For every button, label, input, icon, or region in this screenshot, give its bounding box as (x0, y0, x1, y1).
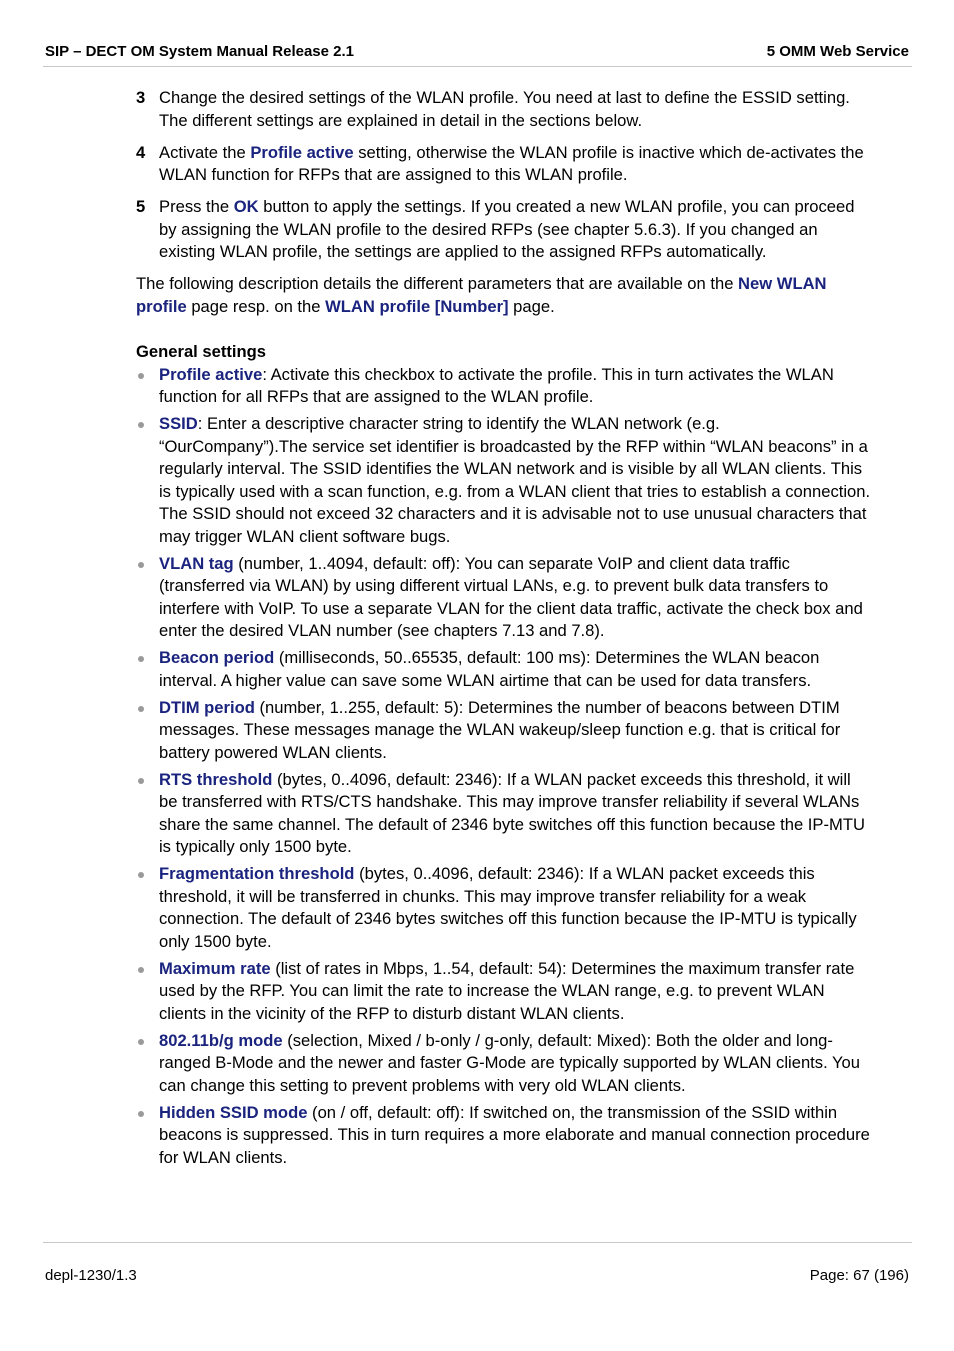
bullet-ssid (136, 413, 871, 548)
bullet-dot-icon (138, 1111, 144, 1117)
bullet-dot-icon (138, 373, 144, 379)
bullet-text: (on / off, default: off): If switched on, the transmission of the SSID within beacons is suppressed. This in turn requires a more elaborate and manual connection procedure for WLAN clients. (159, 1102, 870, 1167)
step-4 (136, 142, 871, 187)
bullet-text: (number, 1..255, default: 5): Determines the number of beacons between DTIM messages. These messages manage the WLAN wakeup/sleep function e.g. that is critical for battery powered WLAN clients. (159, 697, 841, 762)
step-number: 4 (136, 142, 146, 162)
bullet-term: DTIM period (159, 697, 255, 717)
step-text: setting, otherwise the WLAN profile is inactive which de-activates the WLAN function for RFPs that are assigned to this WLAN profile. (159, 142, 864, 184)
bullet-dot-icon (138, 967, 144, 973)
bullet-maximum-rate (136, 958, 871, 1026)
step-text: Change the desired settings of the WLAN profile. You need at last to define the ESSID setting. The different settings are explained in detail in the sections below. (159, 88, 850, 130)
page-number: Page: 67 (196) (809, 1267, 909, 1284)
header-divider (43, 66, 912, 67)
step-5 (136, 196, 871, 264)
bullet-term: Hidden SSID mode (159, 1102, 308, 1122)
bullet-dot-icon (138, 422, 144, 428)
bullet-profile-active (136, 364, 871, 409)
bullet-dot-icon (138, 778, 144, 784)
page-content (136, 87, 871, 1174)
page-header (45, 42, 909, 62)
bullet-term: VLAN tag (159, 553, 234, 573)
bullet-text: (bytes, 0..4096, default: 2346): If a WLAN packet exceeds this threshold, it will be transferred in chunks. This may improve transfer reliability for a weak connection. The default of 2346 bytes switches off this function because the IP-MTU is typically only 1500 byte. (159, 864, 857, 951)
page-footer (45, 1266, 909, 1286)
term-new-wlan-profile: New WLAN profile (136, 274, 827, 316)
footer-divider (43, 1242, 912, 1243)
bullet-dot-icon (138, 1039, 144, 1045)
step-text: Press the (159, 197, 234, 216)
step-term-ok: OK (233, 197, 259, 216)
bullet-term: 802.11b/g mode (159, 1030, 283, 1050)
bullet-80211bg-mode (136, 1030, 871, 1098)
step-3 (136, 87, 871, 132)
bullet-term: Beacon period (159, 648, 275, 667)
step-text: button to apply the settings. If you created a new WLAN profile, you can proceed by assigning the WLAN profile to the desired RFPs (see chapter 5.6.3). If you changed an existing WLAN profile, the settings are applied to the assigned RFPs automatically. (159, 197, 855, 261)
bullet-hidden-ssid-mode (136, 1102, 871, 1170)
header-title: SIP – DECT OM System Manual Release 2.1 (45, 43, 355, 60)
bullet-rts-threshold (136, 769, 871, 859)
description-paragraph (136, 273, 871, 318)
bullet-term: Profile active (159, 364, 263, 384)
bullet-dtim-period (136, 697, 871, 765)
bullet-term: Maximum rate (159, 958, 271, 978)
bullet-term: Fragmentation threshold (159, 864, 355, 883)
bullet-term: RTS threshold (159, 769, 273, 789)
bullet-fragmentation-threshold (136, 863, 871, 953)
bullet-term: SSID (159, 414, 198, 433)
document-id: depl-1230/1.3 (45, 1267, 137, 1284)
description-text: page resp. on the (186, 296, 326, 316)
bullet-text: (list of rates in Mbps, 1..54, default: 54): Determines the maximum transfer rate used by the RFP. You can limit the rate to increase the WLAN range, e.g. to prevent WLAN clients in the vicinity of the RFP to disturb distant WLAN clients. (159, 958, 855, 1023)
bullet-dot-icon (138, 872, 144, 878)
step-term-profile-active: Profile active (250, 142, 354, 162)
bullet-text: (bytes, 0..4096, default: 2346): If a WLAN packet exceeds this threshold, it will be transferred with RTS/CTS handshake. This may improve transfer reliability if several WLANs share the same channel. The default of 2346 byte switches off this function because the IP-MTU is typically only 1500 byte. (159, 769, 865, 856)
bullet-text: : Enter a descriptive character string to identify the WLAN network (e.g. “OurCompany”).The service set identifier is broadcasted by the RFP within “WLAN beacons” in a regularly interval. The SSID identifies the WLAN network and is visible by all WLAN clients. This is typically used with a scan function, e.g. from a WLAN client that tries to establish a connection. The SSID should not exceed 32 characters and it is advisable not to use unusual characters that may trigger WLAN client software bugs. (159, 414, 871, 546)
bullet-beacon-period (136, 647, 871, 692)
step-text: Activate the (159, 142, 251, 162)
step-number: 3 (136, 88, 146, 107)
bullet-text: : Activate this checkbox to activate the profile. This in turn activates the WLAN function for all RFPs that are assigned to the WLAN profile. (159, 364, 834, 406)
bullet-text: (selection, Mixed / b-only / g-only, default: Mixed): Both the older and long-ranged B-Mode and the newer and faster G-Mode are typically supported by WLAN clients. You can change this setting to prevent problems with very old WLAN clients. (159, 1030, 861, 1095)
header-section: 5 OMM Web Service (766, 43, 909, 60)
bullet-text: (number, 1..4094, default: off): You can separate VoIP and client data traffic (transferred via WLAN) by using different virtual LANs, e.g. to prevent bulk data transfers to interfere with VoIP. To use a separate VLAN for the client data traffic, activate the check box and enter the desired VLAN number (see chapters 7.13 and 7.8). (159, 553, 863, 640)
bullet-dot-icon (138, 656, 144, 662)
term-wlan-profile-number: WLAN profile [Number] (325, 296, 509, 316)
bullet-dot-icon (138, 706, 144, 712)
bullet-text: (milliseconds, 50..65535, default: 100 ms): Determines the WLAN beacon interval. A higher value can save some WLAN airtime that can be used for data transfers. (159, 648, 820, 690)
step-number: 5 (136, 197, 146, 216)
section-title: General settings (136, 342, 267, 361)
bullet-dot-icon (138, 562, 144, 568)
description-text: The following description details the different parameters that are available on the (136, 274, 739, 293)
bullet-vlan-tag (136, 553, 871, 643)
description-text: page. (508, 296, 555, 316)
